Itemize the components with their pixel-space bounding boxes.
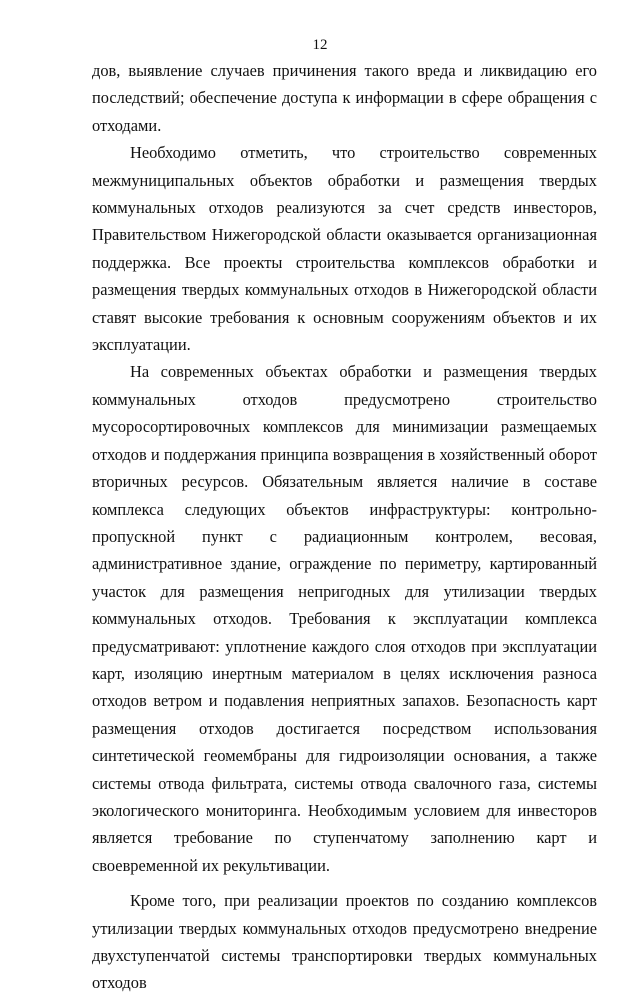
page-number: 12 xyxy=(312,37,328,53)
paragraph-transport-system: Кроме того, при реализации проектов по созданию комплексов утилизации твердых коммунальных отходов предусмотрено внедрение двухступенчатой системы транспортировки твердых коммунальных отходов xyxy=(92,891,597,993)
document-body xyxy=(92,57,597,997)
paragraph-facility-requirements: На современных объектах обработки и размещения твердых коммунальных отходов предусмотрено строительство мусоросортировочных комплексов для минимизации размещаемых отходов и поддержания принципа возвращения в хозяйственный оборот вторичных ресурсов. Обязательным является наличие в составе комплекса следующих объектов инфраструктуры: контрольно-пропускной пункт с радиационным контролем, весовая, административное здание, ограждение по периметру, картированный участок для размещения непригодных для утилизации твердых коммунальных отходов. Требования к эксплуатации комплекса предусматривают: уплотнение каждого слоя отходов при эксплуатации карт, изоляцию инертным материалом в целях исключения разноса отходов ветром и подавления неприятных запахов. Безопасность карт размещения отходов достигается посредством использования синтетической геомембраны для гидроизоляции основания, а также системы отвода фильтрата, системы отвода свалочного газа, системы экологического мониторинга. Необходимым условием для инвесторов является требование по ступенчатому заполнению карт и своевременной их рекультивации. xyxy=(92,362,597,875)
paragraph-continuation: дов, выявление случаев причинения такого вреда и ликвидацию его последствий; обеспечение доступа к информации в сфере обращения с отходами. xyxy=(92,61,597,135)
paragraph-construction-investors: Необходимо отметить, что строительство современных межмуниципальных объектов обработки и размещения твердых коммунальных отходов реализуются за счет средств инвесторов, Правительством Нижегородской области оказывается организационная поддержка. Все проекты строительства комплексов обработки и размещения твердых коммунальных отходов в Нижегородской области ставят высокие требования к основным сооружениям объектов и их эксплуатации. xyxy=(92,143,597,355)
